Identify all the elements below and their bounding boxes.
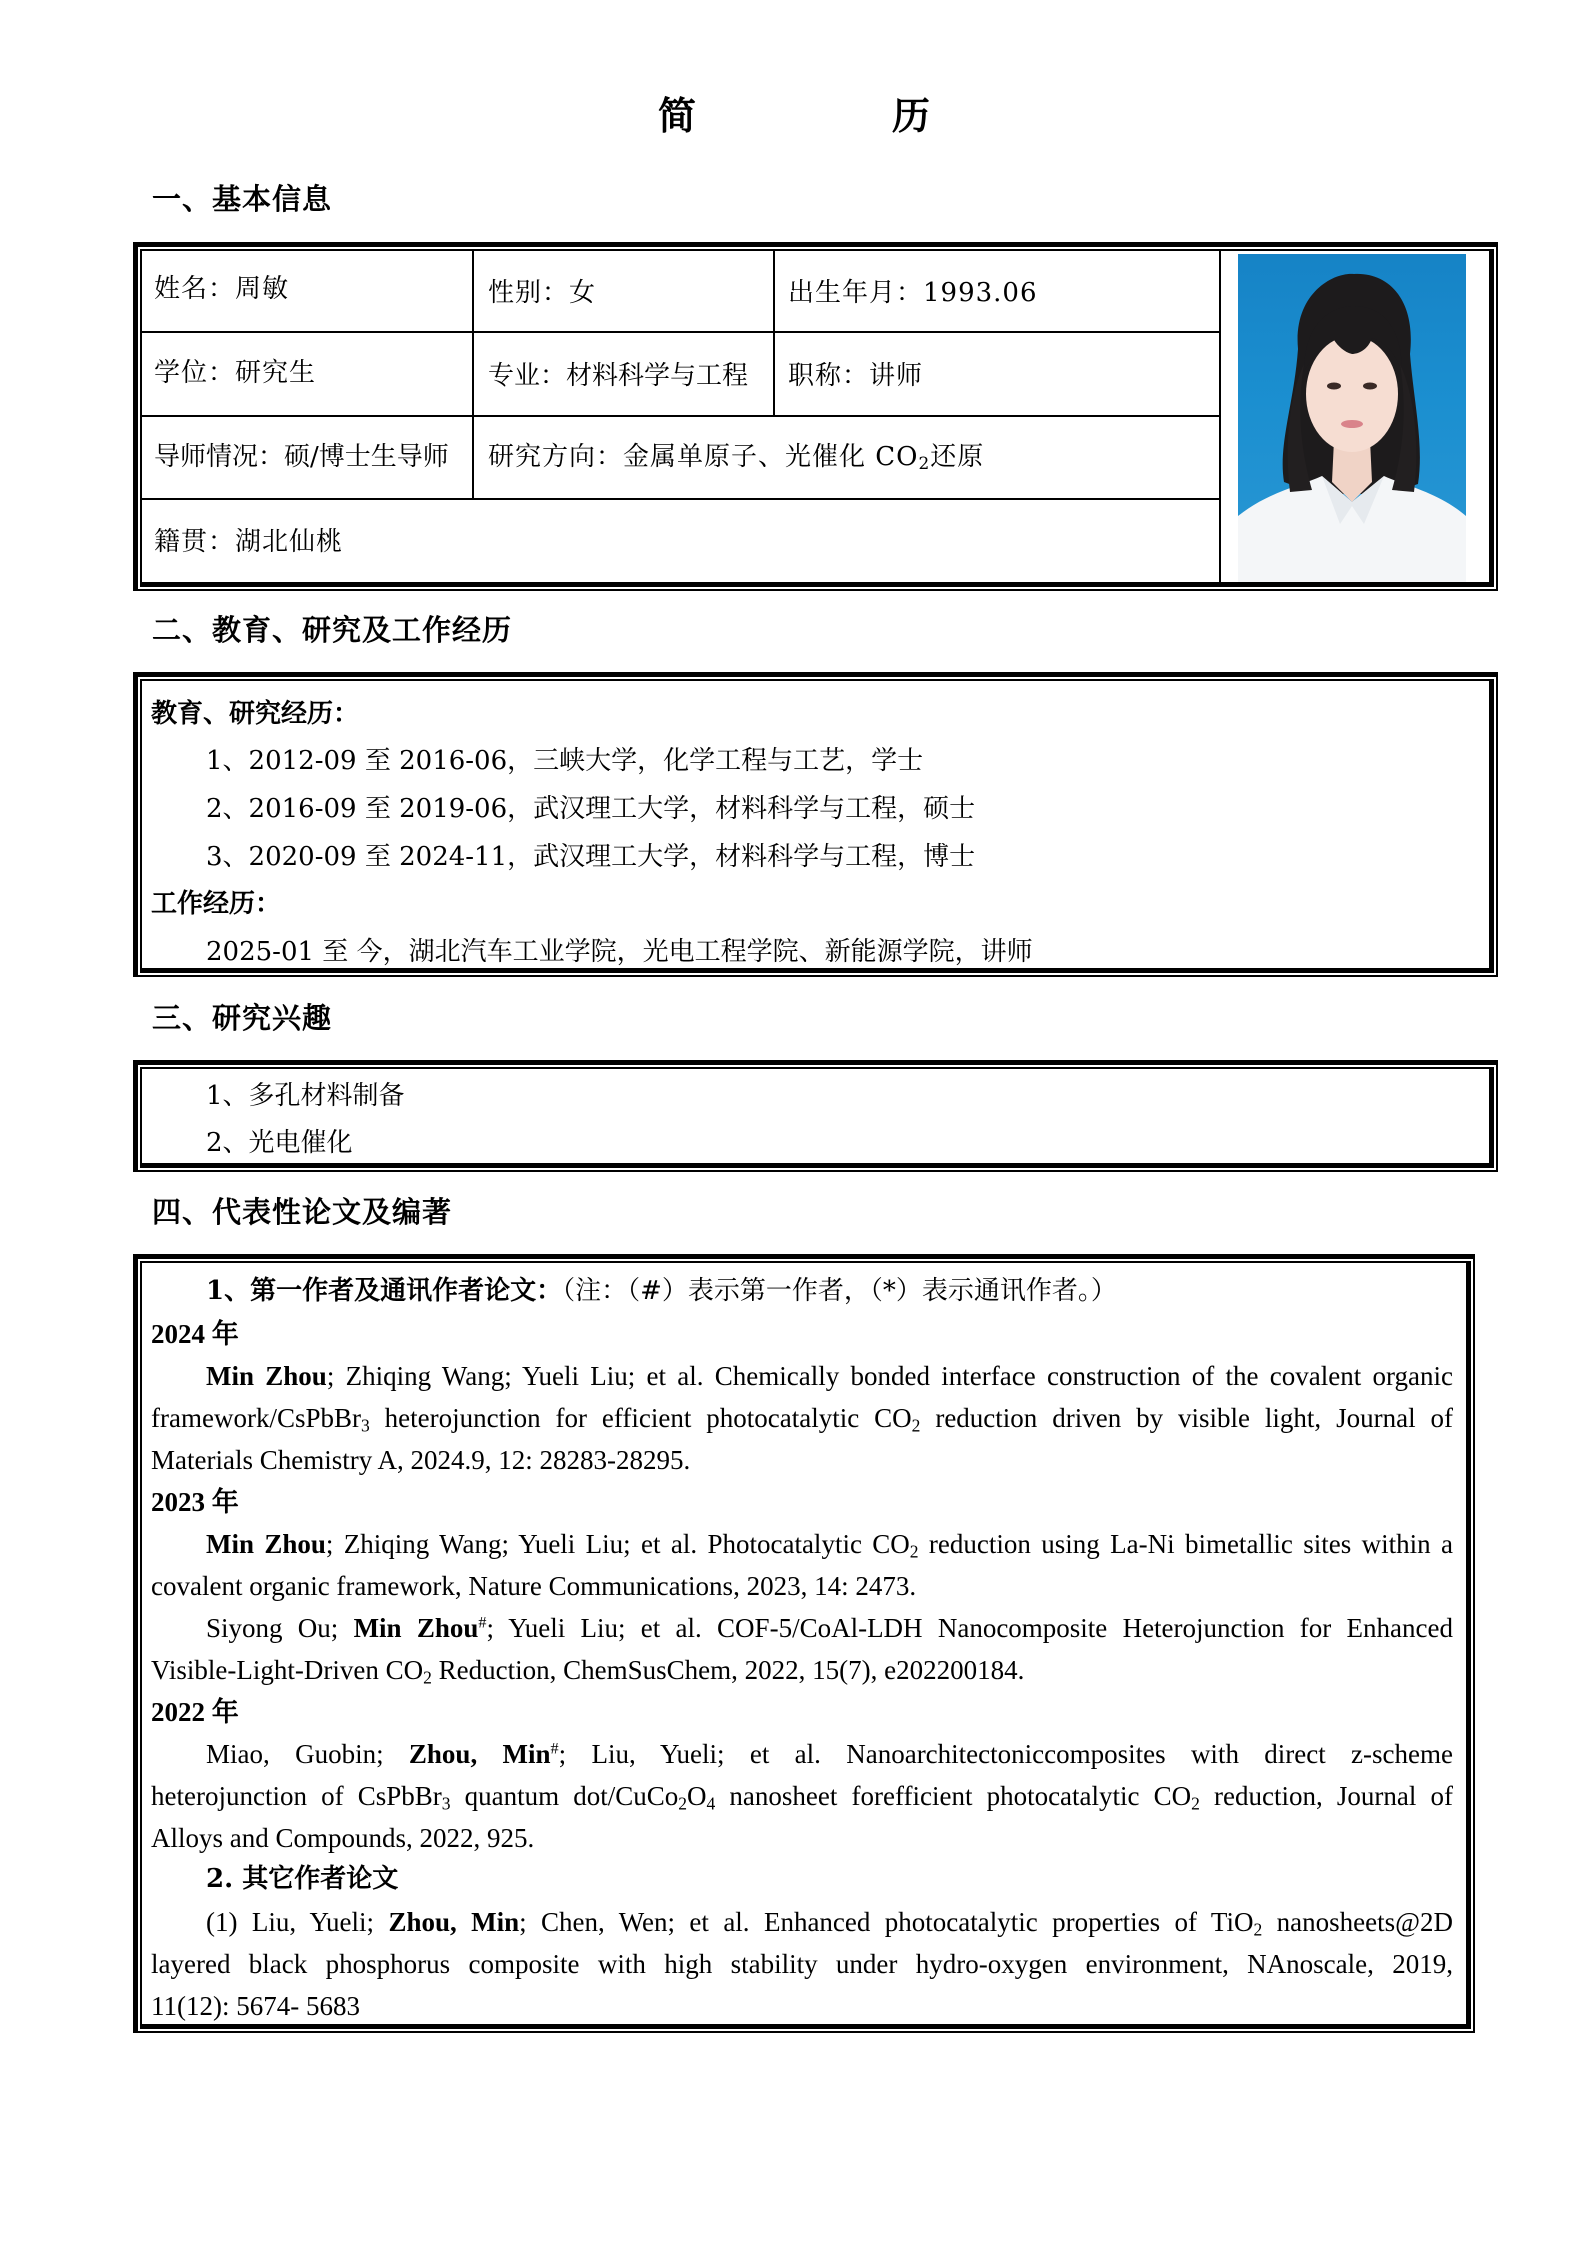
degree-field: 学位：研究生 xyxy=(154,358,317,388)
title-field: 职称：讲师 xyxy=(788,361,924,391)
section-heading-interests: 三、研究兴趣 xyxy=(152,1001,333,1035)
title-char-2: 历 xyxy=(892,93,931,138)
page-title xyxy=(0,92,1588,140)
other-publication-line1: (1) Liu, Yueli; Zhou, Min; Chen, Wen; et al. Enhanced photocatalytic properties of TiO$_2$ nanosheets@2D xyxy=(206,1907,1453,1940)
profile-photo xyxy=(1238,254,1466,582)
year-label-2024: 2024 年 xyxy=(151,1319,239,1349)
education-item: 2、2016-09 至 2019-06，武汉理工大学，材料科学与工程，硕士 xyxy=(206,794,976,824)
interests-box xyxy=(133,1060,1498,1172)
publication-2023-a-line2: covalent organic framework, Nature Communications, 2023, 14: 2473. xyxy=(151,1571,917,1601)
author-note: （注：（#）表示第一作者，（*）表示通讯作者。） xyxy=(562,1276,1117,1306)
interest-item: 1、多孔材料制备 xyxy=(206,1081,405,1111)
name-field: 姓名：周敏 xyxy=(154,274,290,304)
publication-2023-b-line2: Visible-Light-Driven $CO_2$ Reduction, ChemSusChem, 2022, 15(7), e202200184. xyxy=(151,1655,1025,1688)
year-label-2023: 2023 年 xyxy=(151,1487,239,1517)
first-author-heading: 1、第一作者及通讯作者论文： xyxy=(206,1276,563,1306)
education-box xyxy=(133,672,1498,977)
publication-2023-b-line1: Siyong Ou; Min Zhou#; Yueli Liu; et al. COF-5/CoAl-LDH Nanocomposite Heterojunction for Enhanced xyxy=(206,1613,1453,1643)
portrait-icon xyxy=(1238,254,1466,582)
row-divider xyxy=(142,331,1220,333)
col-divider xyxy=(472,251,474,498)
supervisor-field: 导师情况：硕/博士生导师 xyxy=(154,442,449,472)
section-heading-basic-info: 一、基本信息 xyxy=(152,182,333,216)
row-divider xyxy=(142,415,1220,417)
first-author-heading-row xyxy=(206,1275,1117,1307)
other-publication-line2: layered black phosphorus composite with high stability under hydro-oxygen environment, NAnoscale, 2019, xyxy=(151,1949,1453,1979)
col-divider xyxy=(773,251,775,415)
section-heading-education: 二、教育、研究及工作经历 xyxy=(152,613,513,647)
gender-field: 性别：女 xyxy=(488,278,597,308)
major-field: 专业：材料科学与工程 xyxy=(488,361,749,391)
photo-divider xyxy=(1219,251,1221,584)
publication-2024-line1: Min Zhou; Zhiqing Wang; Yueli Liu; et al. Chemically bonded interface construction of the covalent organic xyxy=(206,1361,1453,1391)
research-direction-field: 研究方向：金属单原子、光催化 $CO_2$还原 xyxy=(488,442,985,474)
publication-2024-line3: Materials Chemistry A, 2024.9, 12: 28283-28295. xyxy=(151,1445,691,1475)
work-item: 2025-01 至 今，湖北汽车工业学院，光电工程学院、新能源学院，讲师 xyxy=(206,937,1033,967)
education-item: 1、2012-09 至 2016-06，三峡大学，化学工程与工艺，学士 xyxy=(206,746,924,776)
title-char-1: 简 xyxy=(657,93,696,138)
birth-field: 出生年月：1993.06 xyxy=(788,278,1038,308)
work-experience-label: 工作经历： xyxy=(151,889,282,919)
publications-box xyxy=(133,1254,1475,2033)
publication-2022-line3: Alloys and Compounds, 2022, 925. xyxy=(151,1823,535,1853)
publication-2022-line1: Miao, Guobin; Zhou, Min#; Liu, Yueli; et al. Nanoarchitectoniccomposites with direct z-scheme xyxy=(206,1739,1453,1769)
publication-2024-line2: framework/CsPbBr$_3$ heterojunction for efficient photocatalytic $CO_2$ reduction driven by visible light, Journal of xyxy=(151,1403,1453,1436)
other-publication-line3: 11(12): 5674- 5683 xyxy=(151,1991,360,2021)
other-author-heading: 2. 其它作者论文 xyxy=(206,1864,399,1894)
education-research-label: 教育、研究经历： xyxy=(151,699,360,729)
publication-2022-line2: heterojunction of CsPbBr$_3$ quantum dot/$CuCo_2O_4$ nanosheet forefficient photocatalytic $CO_2$ reduction, Journal of xyxy=(151,1781,1453,1814)
hometown-field: 籍贯：湖北仙桃 xyxy=(154,527,344,557)
education-item: 3、2020-09 至 2024-11，武汉理工大学，材料科学与工程，博士 xyxy=(206,842,976,872)
publication-2023-a-line1: Min Zhou; Zhiqing Wang; Yueli Liu; et al. Photocatalytic $CO_2$ reduction using La-Ni bimetallic sites within a xyxy=(206,1529,1453,1562)
year-label-2022: 2022 年 xyxy=(151,1697,239,1727)
row-divider xyxy=(142,498,1220,500)
interest-item: 2、光电催化 xyxy=(206,1128,353,1158)
section-heading-publications: 四、代表性论文及编著 xyxy=(152,1195,453,1229)
basic-info-table xyxy=(133,242,1498,591)
